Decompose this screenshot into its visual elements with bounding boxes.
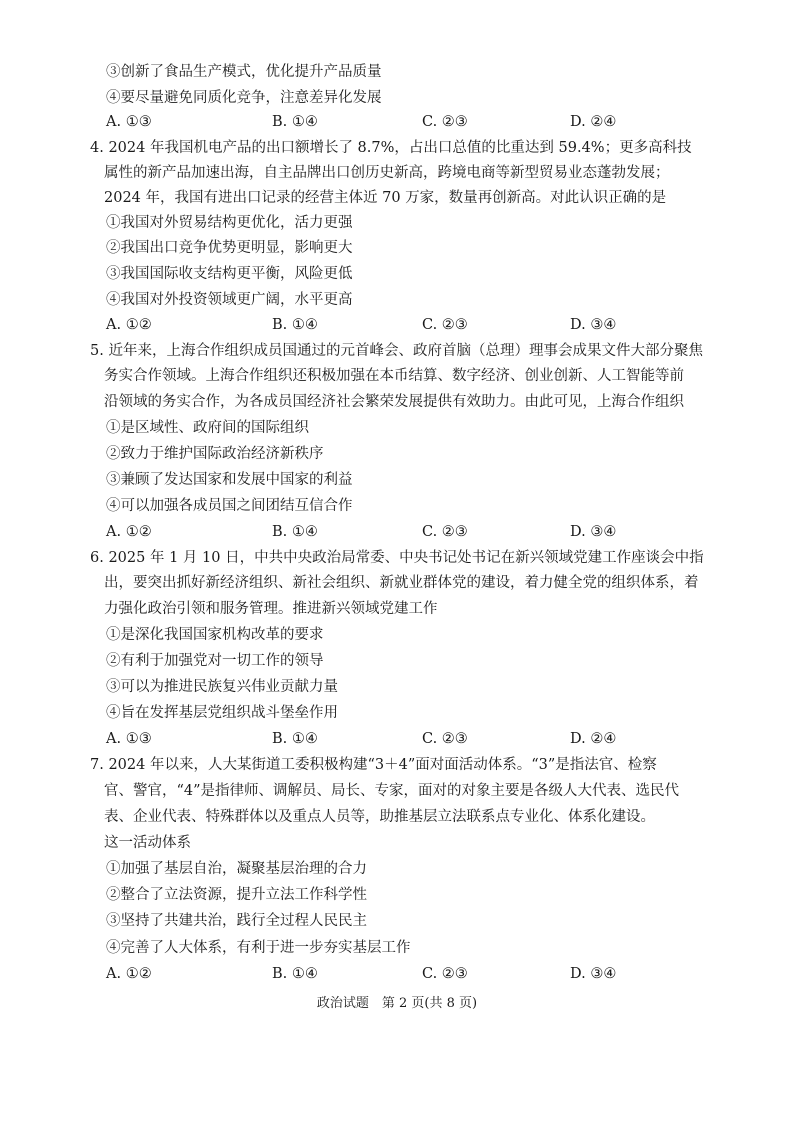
q4-stem-line-1: 4. 2024 年我国机电产品的出口额增长了 8.7%，占出口总值的比重达到 59.4%；更多高科技 <box>90 140 692 156</box>
q7-item-1: ①加强了基层自治，凝聚基层治理的合力 <box>106 861 367 877</box>
q3-item-4: ④要尽量避免同质化竞争，注意差异化发展 <box>106 90 382 106</box>
q4-stem-line-2: 属性的新产品加速出海，自主品牌出口创历史新高，跨境电商等新型贸易业态蓬勃发展； <box>104 165 670 181</box>
q7-option-d: D. ③④ <box>570 966 617 982</box>
q5-stem-line-3: 沿领域的务实合作，为各成员国经济社会繁荣发展提供有效助力。由此可见，上海合作组织 <box>104 394 684 410</box>
q4-option-c: C. ②③ <box>422 317 468 333</box>
q7-option-b: B. ①④ <box>272 966 318 982</box>
q5-stem-line-1: 5. 近年来，上海合作组织成员国通过的元首峰会、政府首脑（总理）理事会成果文件大部分聚焦 <box>90 343 703 359</box>
q7-stem-line-1: 7. 2024 年以来，人大某街道工委积极构建“3＋4”面对面活动体系。“3”是指法官、检察 <box>90 757 657 773</box>
q7-stem-line-4: 这一活动体系 <box>104 835 191 851</box>
q4-item-1: ①我国对外贸易结构更优化，活力更强 <box>106 215 353 231</box>
q3-item-3: ③创新了食品生产模式，优化提升产品质量 <box>106 64 382 80</box>
q7-item-3: ③坚持了共建共治，践行全过程人民民主 <box>106 913 367 929</box>
q7-stem-line-3: 表、企业代表、特殊群体以及重点人员等，助推基层立法联系点专业化、体系化建设。 <box>104 809 655 825</box>
q6-stem-line-1: 6. 2025 年 1 月 10 日，中共中央政治局常委、中央书记处书记在新兴领域党建工作座谈会中指 <box>90 550 704 566</box>
q6-option-a: A. ①③ <box>106 731 152 747</box>
q7-option-c: C. ②③ <box>422 966 468 982</box>
q5-option-c: C. ②③ <box>422 524 468 540</box>
q5-stem-line-2: 务实合作领域。上海合作组织还积极加强在本币结算、数字经济、创业创新、人工智能等前 <box>104 368 684 384</box>
q5-item-3: ③兼顾了发达国家和发展中国家的利益 <box>106 472 353 488</box>
q6-item-1: ①是深化我国国家机构改革的要求 <box>106 627 324 643</box>
q6-options <box>106 729 726 749</box>
q5-option-d: D. ③④ <box>570 524 617 540</box>
q6-stem-line-3: 力强化政治引领和服务管理。推进新兴领域党建工作 <box>104 601 438 617</box>
q7-options <box>106 964 726 984</box>
q3-option-c: C. ②③ <box>422 114 468 130</box>
q6-item-4: ④旨在发挥基层党组织战斗堡垒作用 <box>106 705 338 721</box>
q4-option-d: D. ③④ <box>570 317 617 333</box>
q4-stem-line-3: 2024 年，我国有进出口记录的经营主体近 70 万家，数量再创新高。对此认识正确的是 <box>104 190 667 206</box>
q4-item-2: ②我国出口竞争优势更明显，影响更大 <box>106 240 353 256</box>
q4-options <box>106 315 726 335</box>
q7-item-2: ②整合了立法资源，提升立法工作科学性 <box>106 887 367 903</box>
q6-option-b: B. ①④ <box>272 731 318 747</box>
q5-item-2: ②致力于维护国际政治经济新秩序 <box>106 446 324 462</box>
q6-item-3: ③可以为推进民族复兴伟业贡献力量 <box>106 679 338 695</box>
q7-item-4: ④完善了人大体系，有利于进一步夯实基层工作 <box>106 940 411 956</box>
q7-stem-line-2: 官、警官，“4”是指律师、调解员、局长、专家，面对的对象主要是各级人大代表、选民代 <box>104 783 680 799</box>
q4-option-a: A. ①② <box>106 317 152 333</box>
q5-item-1: ①是区域性、政府间的国际组织 <box>106 420 309 436</box>
q5-option-a: A. ①② <box>106 524 152 540</box>
q5-options <box>106 522 726 542</box>
q6-item-2: ②有利于加强党对一切工作的领导 <box>106 653 324 669</box>
q6-option-c: C. ②③ <box>422 731 468 747</box>
q7-option-a: A. ①② <box>106 966 152 982</box>
q3-option-b: B. ①④ <box>272 114 318 130</box>
q5-item-4: ④可以加强各成员国之间团结互信合作 <box>106 498 353 514</box>
q3-options <box>106 112 726 132</box>
q3-option-d: D. ②④ <box>570 114 617 130</box>
q5-option-b: B. ①④ <box>272 524 318 540</box>
q4-item-4: ④我国对外投资领域更广阔，水平更高 <box>106 292 353 308</box>
page-footer: 政治试题 第 2 页(共 8 页) <box>316 996 478 1011</box>
q4-item-3: ③我国国际收支结构更平衡，风险更低 <box>106 266 353 282</box>
q4-option-b: B. ①④ <box>272 317 318 333</box>
q3-option-a: A. ①③ <box>106 114 152 130</box>
q6-option-d: D. ②④ <box>570 731 617 747</box>
q6-stem-line-2: 出，要突出抓好新经济组织、新社会组织、新就业群体党的建设，着力健全党的组织体系，着 <box>104 575 699 591</box>
